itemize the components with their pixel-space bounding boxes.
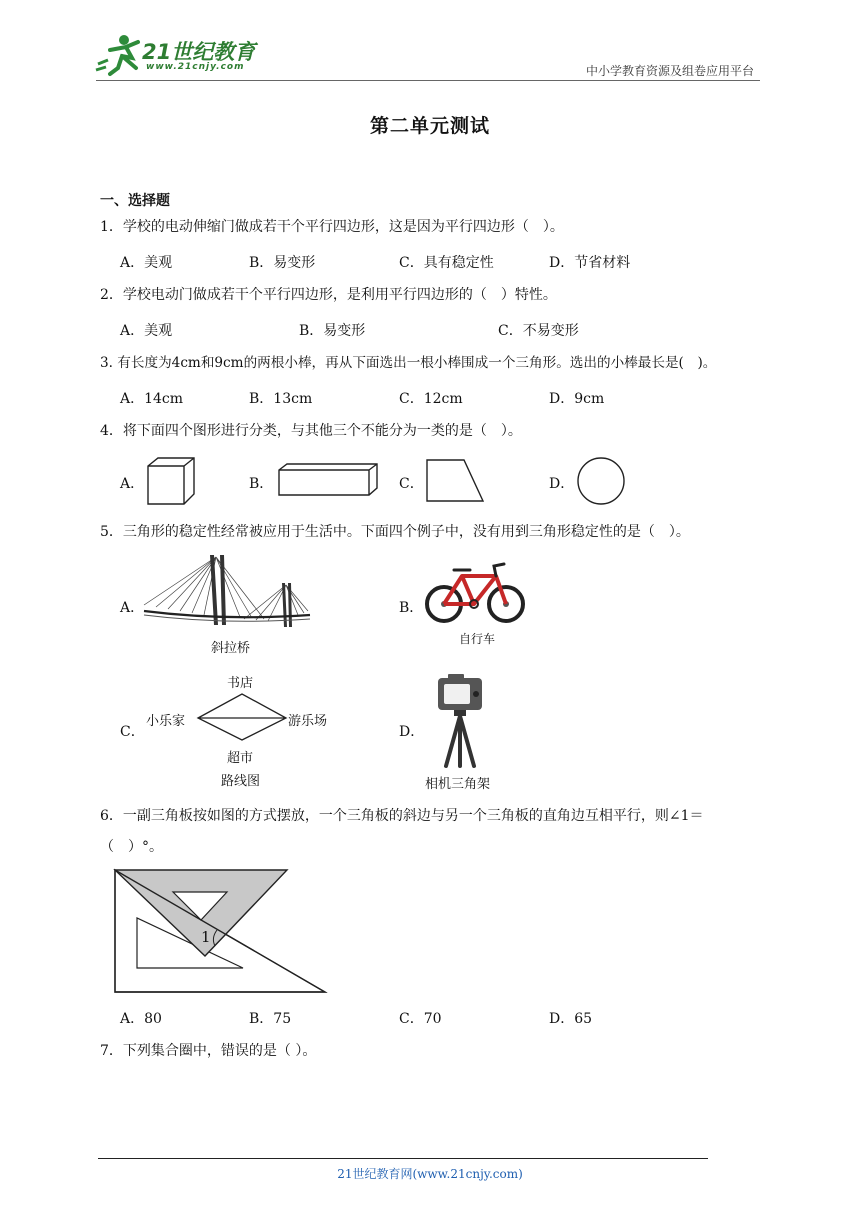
- runner-logo-icon: [96, 34, 144, 76]
- page-title: 第二单元测试: [369, 115, 490, 137]
- logo-text: 21世纪教育: [142, 40, 256, 64]
- q6-option-b[interactable]: B．75: [249, 1011, 292, 1027]
- trapezoid-icon: [424, 458, 486, 504]
- map-label-home: 小乐家: [146, 714, 186, 729]
- q4-option-d[interactable]: D．: [549, 476, 575, 492]
- q6-option-c[interactable]: C．70: [399, 1011, 442, 1027]
- bicycle-icon: [424, 562, 526, 624]
- q5-option-c[interactable]: C．: [120, 724, 145, 740]
- question-6-stem-line2: （ ）°。: [100, 839, 163, 855]
- header-logo: [96, 34, 256, 78]
- q1-option-b[interactable]: B．易变形: [249, 255, 316, 271]
- q4-option-a[interactable]: A．: [120, 476, 145, 492]
- q5-option-b[interactable]: B．: [399, 600, 424, 616]
- q5-caption-d: 相机三角架: [425, 777, 491, 792]
- map-label-playground: 游乐场: [288, 714, 328, 729]
- q5-option-a[interactable]: A．: [120, 600, 145, 616]
- triangle-rulers-figure: [113, 868, 329, 994]
- angle-label: 1: [201, 928, 211, 946]
- q1-option-d[interactable]: D．节省材料: [549, 255, 631, 271]
- cube-icon: [146, 456, 196, 506]
- q3-option-c[interactable]: C．12cm: [399, 391, 463, 407]
- q5-option-d[interactable]: D．: [399, 724, 425, 740]
- q3-option-b[interactable]: B．13cm: [249, 391, 313, 407]
- q5-caption-a: 斜拉桥: [211, 641, 251, 656]
- q3-option-a[interactable]: A．14cm: [120, 391, 184, 407]
- section-heading: 一、选择题: [100, 193, 170, 209]
- q2-option-b[interactable]: B．易变形: [299, 323, 366, 339]
- footer-rule: [98, 1158, 708, 1159]
- header-rule: [96, 80, 760, 81]
- question-6-stem-line1: 6．一副三角板按如图的方式摆放，一个三角板的斜边与另一个三角板的直角边互相平行，则∠1＝: [100, 808, 704, 824]
- q1-option-a[interactable]: A．美观: [120, 255, 173, 271]
- platform-name: 中小学教育资源及组卷应用平台: [585, 64, 754, 78]
- question-4-stem: 4．将下面四个图形进行分类，与其他三个不能分为一类的是（ ）。: [100, 423, 522, 439]
- q5-caption-c: 路线图: [221, 774, 261, 789]
- q6-option-a[interactable]: A．80: [120, 1011, 162, 1027]
- q5-caption-b: 自行车: [459, 632, 496, 646]
- map-label-bookstore: 书店: [227, 676, 254, 691]
- q1-option-c[interactable]: C．具有稳定性: [399, 255, 494, 271]
- cable-bridge-icon: [144, 555, 310, 631]
- q4-option-b[interactable]: B．: [249, 476, 274, 492]
- q6-option-d[interactable]: D．65: [549, 1011, 593, 1027]
- circle-icon: [576, 456, 626, 506]
- q4-option-c[interactable]: C．: [399, 476, 424, 492]
- q2-option-c[interactable]: C．不易变形: [498, 323, 579, 339]
- route-map-icon: [196, 692, 288, 742]
- footer-link[interactable]: 21世纪教育网(www.21cnjy.com): [337, 1167, 523, 1181]
- question-2-stem: 2．学校电动门做成若干个平行四边形，是利用平行四边形的（ ）特性。: [100, 287, 557, 303]
- logo-url: www.21cnjy.com: [146, 62, 245, 72]
- question-1-stem: 1．学校的电动伸缩门做成若干个平行四边形，这是因为平行四边形（ ）。: [100, 219, 564, 235]
- q2-option-a[interactable]: A．美观: [120, 323, 173, 339]
- map-label-supermarket: 超市: [227, 751, 254, 766]
- camera-tripod-icon: [436, 672, 486, 768]
- q3-option-d[interactable]: D．9cm: [549, 391, 605, 407]
- question-7-stem: 7．下列集合圈中，错误的是（ ）。: [100, 1043, 317, 1059]
- cuboid-icon: [277, 462, 379, 498]
- question-5-stem: 5．三角形的稳定性经常被应用于生活中。下面四个例子中，没有用到三角形稳定性的是（ ）。: [100, 524, 690, 540]
- question-3-stem: 3. 有长度为4cm和9cm的两根小棒，再从下面选出一根小棒围成一个三角形。选出的小棒最长是( )。: [100, 355, 717, 371]
